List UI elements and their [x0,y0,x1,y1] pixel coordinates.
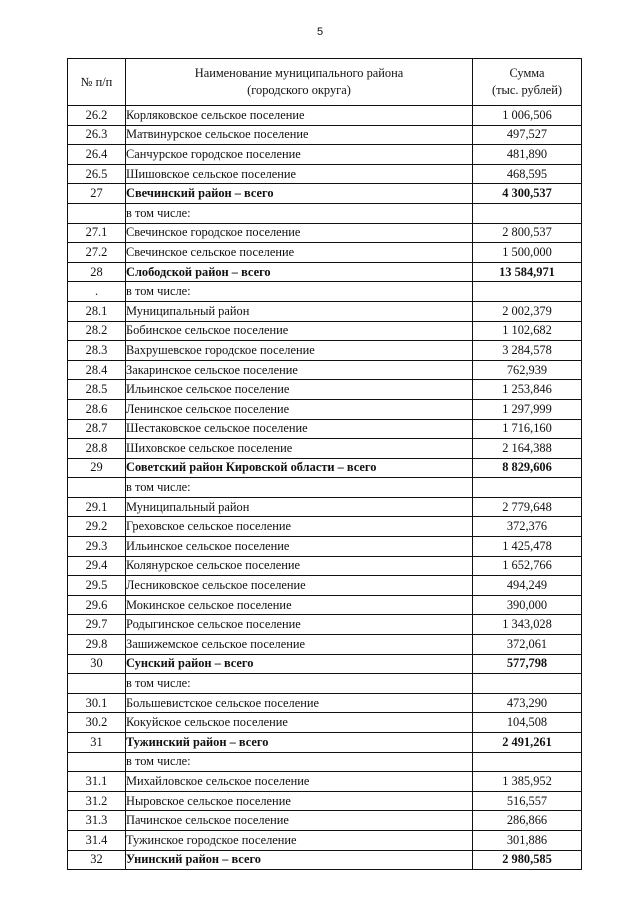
table-row [68,203,582,223]
table-row [68,419,582,439]
row-name: в том числе: [126,282,473,302]
row-name: Муниципальный район [126,497,473,517]
row-number: 31.4 [68,830,126,850]
table-row [68,380,582,400]
table-row [68,615,582,635]
header-name-line1: Наименование муниципального района [194,66,404,80]
table-row [68,811,582,831]
table-row [68,772,582,792]
row-number: . [68,282,126,302]
row-number: 26.5 [68,164,126,184]
table-row [68,145,582,165]
page-number: 5 [316,26,324,38]
row-name: Свечинский район – всего [126,184,473,204]
table-row-total [68,262,582,282]
row-number [68,478,126,498]
row-sum [473,752,582,772]
row-number: 29.3 [68,537,126,557]
table-row [68,399,582,419]
row-name: Бобинское сельское поселение [126,321,473,341]
row-name: Вахрушевское городское поселение [126,341,473,361]
row-number: 29.6 [68,595,126,615]
row-name: Ильинское сельское поселение [126,380,473,400]
row-name: в том числе: [126,203,473,223]
table-row [68,576,582,596]
row-number: 28.6 [68,399,126,419]
row-sum: 286,866 [473,811,582,831]
row-name: Тужинский район – всего [126,733,473,753]
row-sum: 494,249 [473,576,582,596]
row-number: 29.5 [68,576,126,596]
row-number: 31.2 [68,791,126,811]
row-name: Свечинское сельское поселение [126,243,473,263]
row-number: 28.8 [68,439,126,459]
table-row [68,537,582,557]
table-row [68,497,582,517]
table-row [68,556,582,576]
row-name: Родыгинское сельское поселение [126,615,473,635]
table-row [68,301,582,321]
row-number: 29.1 [68,497,126,517]
row-number: 30.2 [68,713,126,733]
budget-table [67,58,582,870]
row-sum: 762,939 [473,360,582,380]
row-name: Санчурское городское поселение [126,145,473,165]
row-number: 28.5 [68,380,126,400]
row-name: Большевистское сельское поселение [126,693,473,713]
row-sum: 468,595 [473,164,582,184]
table-row [68,517,582,537]
table-row [68,752,582,772]
row-number: 29.2 [68,517,126,537]
table-row [68,321,582,341]
row-name: Сунский район – всего [126,654,473,674]
row-number: 27.2 [68,243,126,263]
table-row [68,478,582,498]
row-sum: 497,527 [473,125,582,145]
table-header [68,59,582,106]
row-sum: 1 297,999 [473,399,582,419]
row-name: Ленинское сельское поселение [126,399,473,419]
row-name: Ильинское сельское поселение [126,537,473,557]
header-sum [473,59,582,106]
row-sum: 577,798 [473,654,582,674]
row-name: Унинский район – всего [126,850,473,870]
row-name: Тужинское городское поселение [126,830,473,850]
row-sum: 13 584,971 [473,262,582,282]
row-name: Советский район Кировской области – всего [126,458,473,478]
row-number: 31.1 [68,772,126,792]
row-sum: 4 300,537 [473,184,582,204]
row-name: в том числе: [126,752,473,772]
header-name-line2: (городского округа) [247,83,351,97]
table-row [68,791,582,811]
row-number: 30 [68,654,126,674]
header-sum-line2: (тыс. рублей) [491,83,563,97]
header-name [126,59,473,106]
row-number [68,203,126,223]
row-number: 28.1 [68,301,126,321]
row-name: Пачинское сельское поселение [126,811,473,831]
row-name: Закаринское сельское поселение [126,360,473,380]
row-number: 29.8 [68,635,126,655]
table-row [68,282,582,302]
row-number [68,752,126,772]
row-sum [473,203,582,223]
row-sum: 2 779,648 [473,497,582,517]
table-row [68,595,582,615]
row-name: Греховское сельское поселение [126,517,473,537]
row-number: 28.3 [68,341,126,361]
row-name: Слободской район – всего [126,262,473,282]
row-number: 27 [68,184,126,204]
table-row [68,243,582,263]
row-sum [473,478,582,498]
row-name: Лесниковское сельское поселение [126,576,473,596]
row-sum: 1 385,952 [473,772,582,792]
table-row [68,830,582,850]
row-sum: 372,061 [473,635,582,655]
row-sum: 8 829,606 [473,458,582,478]
row-name: Шиховское сельское поселение [126,439,473,459]
table-row-total [68,733,582,753]
table-row [68,341,582,361]
table-row [68,360,582,380]
table-row [68,223,582,243]
row-name: Ныровское сельское поселение [126,791,473,811]
table-row [68,125,582,145]
header-number [68,59,126,106]
row-sum [473,282,582,302]
table-row [68,635,582,655]
row-name: Михайловское сельское поселение [126,772,473,792]
row-sum: 1 343,028 [473,615,582,635]
row-sum: 2 800,537 [473,223,582,243]
row-sum: 1 006,506 [473,106,582,126]
row-sum: 1 102,682 [473,321,582,341]
row-sum: 2 002,379 [473,301,582,321]
row-sum: 473,290 [473,693,582,713]
row-sum: 2 980,585 [473,850,582,870]
table-row [68,106,582,126]
header-sum-line1: Сумма [509,66,545,80]
row-name: Матвинурское сельское поселение [126,125,473,145]
row-name: Зашижемское сельское поселение [126,635,473,655]
row-sum: 1 716,160 [473,419,582,439]
row-sum [473,674,582,694]
row-sum: 1 253,846 [473,380,582,400]
row-name: Свечинское городское поселение [126,223,473,243]
row-number: 27.1 [68,223,126,243]
row-number: 26.2 [68,106,126,126]
row-number: 28.4 [68,360,126,380]
row-name: Муниципальный район [126,301,473,321]
table-row-total [68,458,582,478]
row-number: 31.3 [68,811,126,831]
row-number: 32 [68,850,126,870]
table-row-total [68,654,582,674]
row-name: в том числе: [126,674,473,694]
row-number: 28.2 [68,321,126,341]
table-row-total [68,184,582,204]
header-number-label: № п/п [80,74,113,89]
row-number: 26.4 [68,145,126,165]
row-number: 28 [68,262,126,282]
row-name: Мокинское сельское поселение [126,595,473,615]
table-row [68,693,582,713]
row-sum: 2 164,388 [473,439,582,459]
row-name: Шишовское сельское поселение [126,164,473,184]
row-name: Корляковское сельское поселение [126,106,473,126]
table-row [68,164,582,184]
row-number: 29.7 [68,615,126,635]
row-sum: 2 491,261 [473,733,582,753]
row-number [68,674,126,694]
row-sum: 1 425,478 [473,537,582,557]
row-sum: 301,886 [473,830,582,850]
table-row-total [68,850,582,870]
row-name: в том числе: [126,478,473,498]
table-body [68,106,582,870]
row-number: 30.1 [68,693,126,713]
row-name: Колянурское сельское поселение [126,556,473,576]
row-number: 29.4 [68,556,126,576]
row-name: Шестаковское сельское поселение [126,419,473,439]
row-number: 26.3 [68,125,126,145]
row-sum: 481,890 [473,145,582,165]
row-number: 28.7 [68,419,126,439]
row-sum: 1 652,766 [473,556,582,576]
table-row [68,713,582,733]
row-sum: 1 500,000 [473,243,582,263]
row-number: 29 [68,458,126,478]
row-number: 31 [68,733,126,753]
row-sum: 3 284,578 [473,341,582,361]
row-sum: 390,000 [473,595,582,615]
row-sum: 372,376 [473,517,582,537]
row-sum: 104,508 [473,713,582,733]
table-row [68,439,582,459]
table-row [68,674,582,694]
row-sum: 516,557 [473,791,582,811]
row-name: Кокуйское сельское поселение [126,713,473,733]
